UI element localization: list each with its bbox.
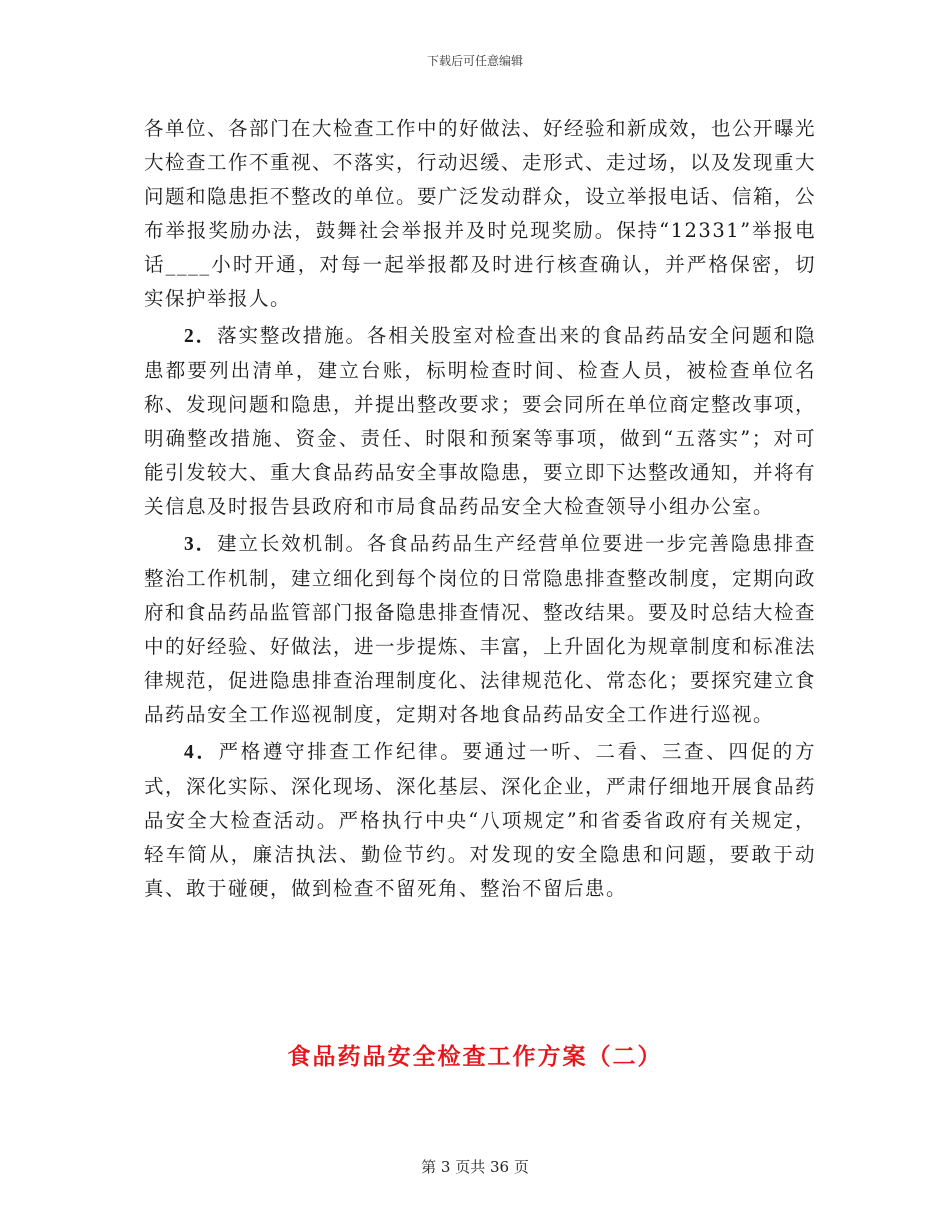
item-text: 严格遵守排查工作纪律。要通过一听、二看、三查、四促的方式，深化实际、深化现场、深化基层、深化企业，严肃仔细地开展食品药品安全大检查活动。严格执行中央“八项规定”和省委省政府有关规定，轻车简从，廉洁执法、勤俭节约。对发现的安全隐患和问题，要敢于动真、敢于碰硬，做到检查不留死角、整治不留后患。	[144, 740, 817, 900]
list-item-2	[144, 319, 816, 524]
item-text: 建立长效机制。各食品药品生产经营单位要进一步完善隐患排查整治工作机制，建立细化到每个岗位的日常隐患排查整改制度，定期向政府和食品药品监管部门报备隐患排查情况、整改结果。要及时总结大检查中的好经验、好做法，进一步提炼、丰富，上升固化为规章制度和标准法律规范，促进隐患排查治理制度化、法律规范化、常态化；要探究建立食品药品安全工作巡视制度，定期对各地食品药品安全工作进行巡视。	[144, 532, 817, 726]
item-number: 3．	[184, 534, 218, 555]
item-text: 落实整改措施。各相关股室对检查出来的食品药品安全问题和隐患都要列出清单，建立台账，标明检查时间、检查人员，被检查单位名称、发现问题和隐患，并提出整改要求；要会同所在单位商定整改事项，明确整改措施、资金、责任、时限和预案等事项，做到“五落实”；对可能引发较大、重大食品药品安全事故隐患，要立即下达整改通知，并将有关信息及时报告县政府和市局食品药品安全大检查领导小组办公室。	[144, 324, 817, 518]
list-item-4	[144, 735, 816, 906]
section-title: 食品药品安全检查工作方案（二）	[287, 1043, 663, 1070]
list-item-3	[144, 527, 816, 732]
item-number: 2．	[184, 326, 218, 347]
intro-paragraph: 各单位、各部门在大检查工作中的好做法、好经验和新成效，也公开曝光大检查工作不重视、不落实，行动迟缓、走形式、走过场，以及发现重大问题和隐患拒不整改的单位。要广泛发动群众，设立举报电话、信箱，公布举报奖励办法，鼓舞社会举报并及时兑现奖励。保持“12331”举报电话____小时开通，对每一起举报都及时进行核查确认，并严格保密，切实保护举报人。	[144, 117, 817, 310]
item-number: 4．	[184, 742, 219, 763]
page-header: 下载后可任意编辑	[426, 54, 523, 68]
page-number: 第 3 页共 36 页	[421, 1158, 529, 1176]
document-body	[144, 112, 816, 906]
